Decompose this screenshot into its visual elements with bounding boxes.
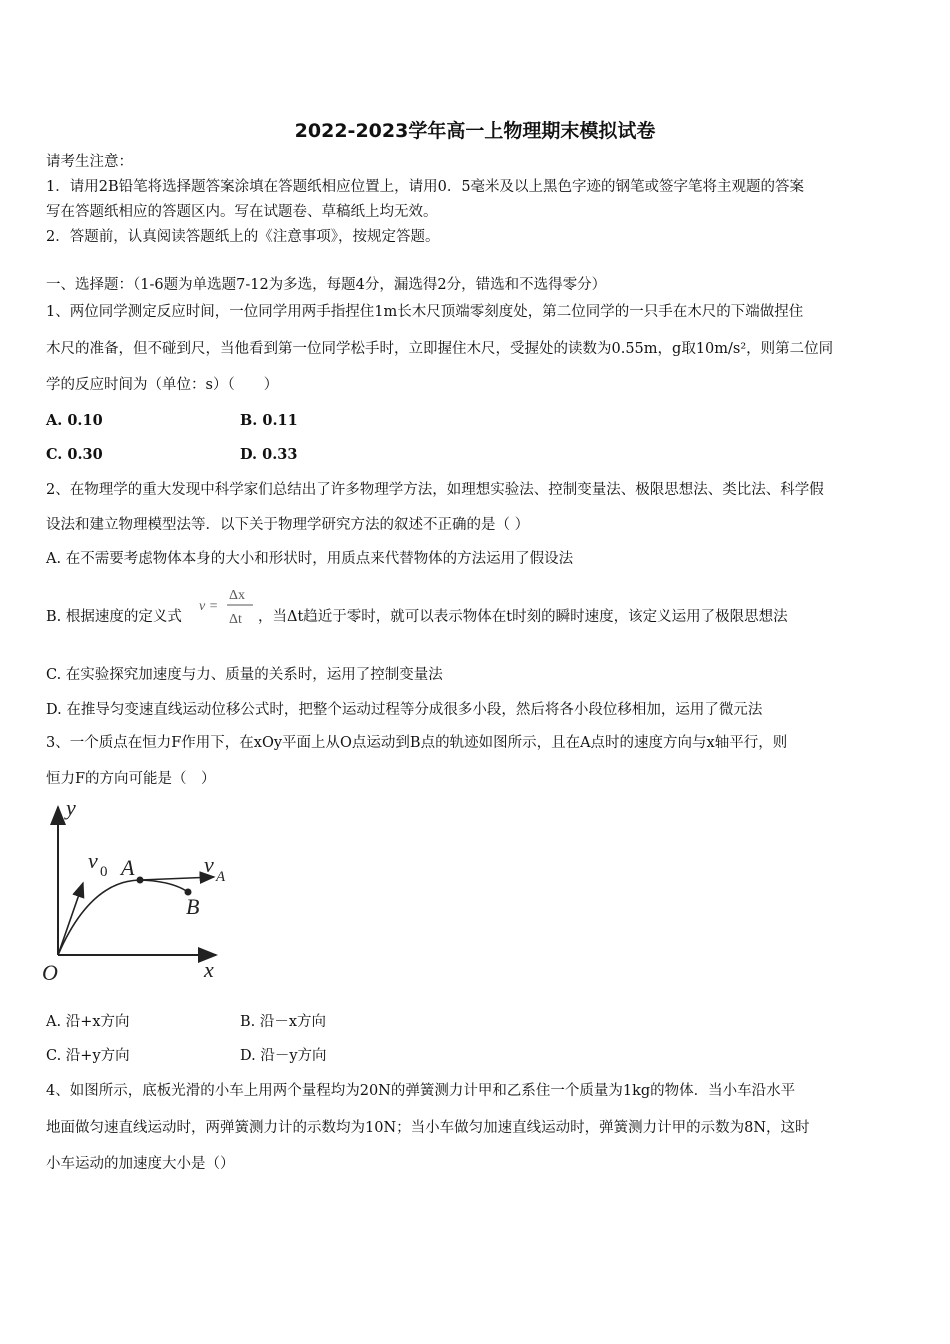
q3-option-c: C. 沿+y方向: [46, 1048, 130, 1064]
q1-line2: 木尺的准备，但不碰到尺，当他看到第一位同学松手时，立即握住木尺，受握处的读数为0.55m，g取10m/s²，则第二位同: [46, 341, 834, 357]
x-axis-label: x: [204, 957, 214, 982]
formula-numerator: Δx: [229, 588, 246, 603]
q3-line2: 恒力F的方向可能是（ ）: [46, 771, 216, 787]
q2-option-d: D. 在推导匀变速直线运动位移公式时，把整个运动过程等分成很多小段，然后将各小段位移相加，运用了微元法: [46, 702, 763, 718]
q3-option-a: A. 沿+x方向: [46, 1014, 130, 1030]
q1-option-c: C. 0.30: [46, 446, 103, 463]
point-a-label: A: [121, 855, 135, 880]
q3-line1: 3、一个质点在恒力F作用下，在xOy平面上从O点运动到B点的轨迹如图所示，且在A点时的速度方向与x轴平行，则: [46, 735, 788, 751]
q1-line1: 1、两位同学测定反应时间，一位同学用两手指捏住1m长木尺顶端零刻度处，第二位同学的一只手在木尺的下端做捏住: [46, 304, 804, 320]
q1-option-d: D. 0.33: [240, 446, 298, 463]
q1-line3: 学的反应时间为（单位：s）（ ）: [46, 377, 279, 393]
origin-label: O: [42, 960, 58, 985]
point-a-dot: [137, 877, 144, 884]
v0-subscript: 0: [100, 864, 108, 880]
v0-arrow: [58, 883, 83, 955]
velocity-formula: [199, 583, 255, 629]
q1-option-b: B. 0.11: [240, 412, 298, 429]
q2-line1: 2、在物理学的重大发现中科学家们总结出了许多物理学方法，如理想实验法、控制变量法、极限思想法、类比法、科学假: [46, 482, 824, 498]
q2-option-c: C. 在实验探究加速度与力、质量的关系时，运用了控制变量法: [46, 667, 443, 683]
q2-option-a: A. 在不需要考虑物体本身的大小和形状时，用质点来代替物体的方法运用了假设法: [46, 551, 574, 567]
notice-item-2: 2．答题前，认真阅读答题纸上的《注意事项》，按规定答题。: [46, 229, 440, 245]
q2-option-b-prefix: B. 根据速度的定义式: [46, 609, 182, 625]
notice-heading: 请考生注意：: [46, 154, 133, 170]
q2-line2: 设法和建立物理模型法等．以下关于物理学研究方法的叙述不正确的是（ ）: [46, 517, 530, 533]
q4-line2: 地面做匀速直线运动时，两弹簧测力计的示数均为10N；当小车做匀加速直线运动时，弹簧测力计甲的示数为8N，这时: [46, 1120, 810, 1136]
q1-option-a: A. 0.10: [46, 412, 103, 429]
vA-subscript: A: [216, 869, 226, 885]
page-title: 2022-2023学年高一上物理期末模拟试卷: [294, 120, 656, 142]
q4-line1: 4、如图所示，底板光滑的小车上用两个量程均为20N的弹簧测力计甲和乙系住一个质量为1kg的物体．当小车沿水平: [46, 1083, 796, 1099]
notice-item-1a: 1．请用2B铅笔将选择题答案涂填在答题纸相应位置上，请用0．5毫米及以上黑色字迹的钢笔或签字笔将主观题的答案: [46, 179, 805, 195]
q3-option-b: B. 沿－x方向: [240, 1014, 327, 1030]
formula-denominator: Δt: [229, 612, 242, 627]
vA-label: v: [204, 852, 214, 877]
q3-option-d: D. 沿－y方向: [240, 1048, 327, 1064]
formula-v: v =: [199, 599, 219, 614]
section-heading: 一、选择题：（1-6题为单选题7-12为多选，每题4分，漏选得2分，错选和不选得零分）: [46, 277, 607, 293]
point-b-label: B: [186, 894, 200, 919]
trajectory-figure: [38, 795, 238, 990]
v0-label: v: [88, 848, 98, 873]
trajectory-curve: [58, 880, 188, 955]
vA-arrow: [140, 877, 214, 880]
notice-item-1b: 写在答题纸相应的答题区内。写在试题卷、草稿纸上均无效。: [46, 204, 438, 220]
q2-option-b-suffix: ，当Δt趋近于零时，就可以表示物体在t时刻的瞬时速度，该定义运用了极限思想法: [258, 609, 788, 625]
q4-line3: 小车运动的加速度大小是（）: [46, 1156, 235, 1172]
y-axis-label: y: [66, 795, 76, 820]
